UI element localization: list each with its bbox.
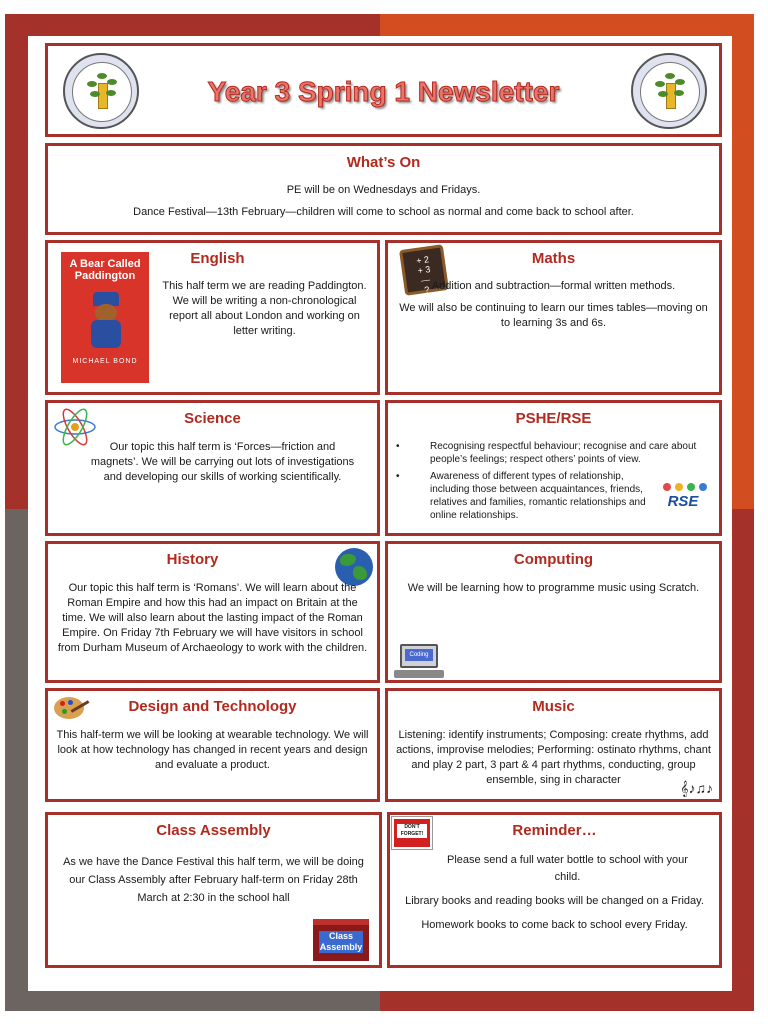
- reminder-box: [387, 812, 722, 968]
- dt-box: [45, 688, 380, 802]
- dt-title: Design and Technology: [128, 698, 297, 715]
- newsletter-page: [28, 36, 732, 991]
- whats-on-text: [68, 183, 699, 227]
- assembly-box: [45, 812, 382, 968]
- pshe-bullet1-text: Recognising respectful behaviour; recognise and care about people’s feelings; respect others’ points of view.: [430, 441, 697, 465]
- maths-line1: Addition and subtraction—formal written methods.: [431, 280, 676, 292]
- whats-on-title: What’s On: [346, 154, 421, 171]
- reminder-title: Reminder…: [512, 822, 597, 839]
- rse-badge-text: RSE: [667, 493, 699, 510]
- school-logo-left: [63, 53, 139, 129]
- english-box: [45, 240, 380, 395]
- computing-box: [385, 541, 722, 683]
- dont-forget-text: DON'T FORGET!: [397, 824, 427, 838]
- reminder-line3: Homework books to come back to school every Friday.: [421, 919, 688, 931]
- science-text: Our topic this half term is ‘Forces—friction and magnets’. We will be carrying out lots of investigations and developing our skills of working scientifically.: [90, 441, 355, 483]
- whats-on-line2: Dance Festival—13th February—children will come to school as normal and come back to school after.: [133, 206, 634, 218]
- paddington-book-cover: [61, 252, 149, 383]
- pshe-bullet-item: • Awareness of different types of relationship, including those between acquaintances, friends, relatives and families, romantic relationships and online relationships.: [396, 471, 646, 521]
- english-text: This half term we are reading Paddington. We will be writing a non-chronological report all about London and working on letter writing.: [162, 280, 367, 337]
- music-title: Music: [532, 698, 575, 715]
- history-box: [45, 541, 380, 683]
- stage-text: Class Assembly: [319, 931, 363, 952]
- maths-chalkboard-icon: + 2 + 3 — ?: [399, 244, 449, 296]
- assembly-title: Class Assembly: [156, 822, 271, 839]
- science-title: Science: [184, 410, 241, 427]
- computer-icon: [394, 644, 444, 680]
- dt-text: This half-term we will be looking at wearable technology. We will look at how technology has changed in recent years and design and evaluate a product.: [56, 729, 369, 771]
- history-title: History: [166, 551, 219, 568]
- rse-badge-icon: [655, 483, 711, 513]
- stage-icon: [313, 919, 369, 961]
- reminder-text: [394, 852, 715, 941]
- bear-illustration: [85, 292, 125, 352]
- header-box: [45, 43, 722, 137]
- maths-text: [394, 279, 713, 338]
- pshe-bullet-item: • Recognising respectful behaviour; recognise and care about people’s feelings; respect others’ points of view.: [396, 441, 697, 465]
- newsletter-title: Year 3 Spring 1 Newsletter: [207, 76, 560, 107]
- book-title-text: A Bear Called Paddington: [69, 258, 141, 282]
- reminder-line2: Library books and reading books will be changed on a Friday.: [405, 895, 704, 907]
- computing-title: Computing: [513, 551, 594, 568]
- whats-on-box: [45, 143, 722, 235]
- assembly-text: As we have the Dance Festival this half term, we will be doing our Class Assembly after February half-term on Friday 28th March at 2:30 in the school hall: [63, 856, 364, 904]
- english-title: English: [190, 250, 245, 267]
- pshe-bullet2-text: Awareness of different types of relationship, including those between acquaintances, friends, relatives and families, romantic relationships and online relationships.: [430, 471, 646, 521]
- whats-on-line1: PE will be on Wednesdays and Fridays.: [286, 184, 481, 196]
- science-box: [45, 400, 380, 536]
- music-notes-icon: 𝄞♪♫♪: [680, 780, 713, 796]
- school-logo-right: [631, 53, 707, 129]
- music-box: [385, 688, 722, 802]
- pshe-title: PSHE/RSE: [515, 410, 592, 427]
- maths-title: Maths: [531, 250, 576, 267]
- maths-line2: We will also be continuing to learn our times tables—moving on to learning 3s and 6s.: [399, 302, 708, 329]
- maths-box: [385, 240, 722, 395]
- computer-screen-text: Coding: [405, 649, 433, 661]
- music-text: Listening: identify instruments; Composing: create rhythms, add actions, improvise melodies; Performing: ostinato rhythms, chant and play 2 part, 3 part & 4 part rhythms, conducting, group ensemble, sing in character: [396, 729, 711, 786]
- pshe-box: [385, 400, 722, 536]
- book-author-text: MICHAEL BOND: [72, 358, 138, 365]
- history-text: Our topic this half term is ‘Romans’. We will learn about the Roman Empire and how this had an impact on Britain at the time. We will also learn about the lasting impact of the Roman Empire. On Friday 7th February we will have visitors in school from Durham Museum of Archaeology to work with the children.: [57, 582, 368, 654]
- computing-text: We will be learning how to programme music using Scratch.: [407, 582, 700, 594]
- reminder-line1: Please send a full water bottle to school with your child.: [447, 854, 688, 883]
